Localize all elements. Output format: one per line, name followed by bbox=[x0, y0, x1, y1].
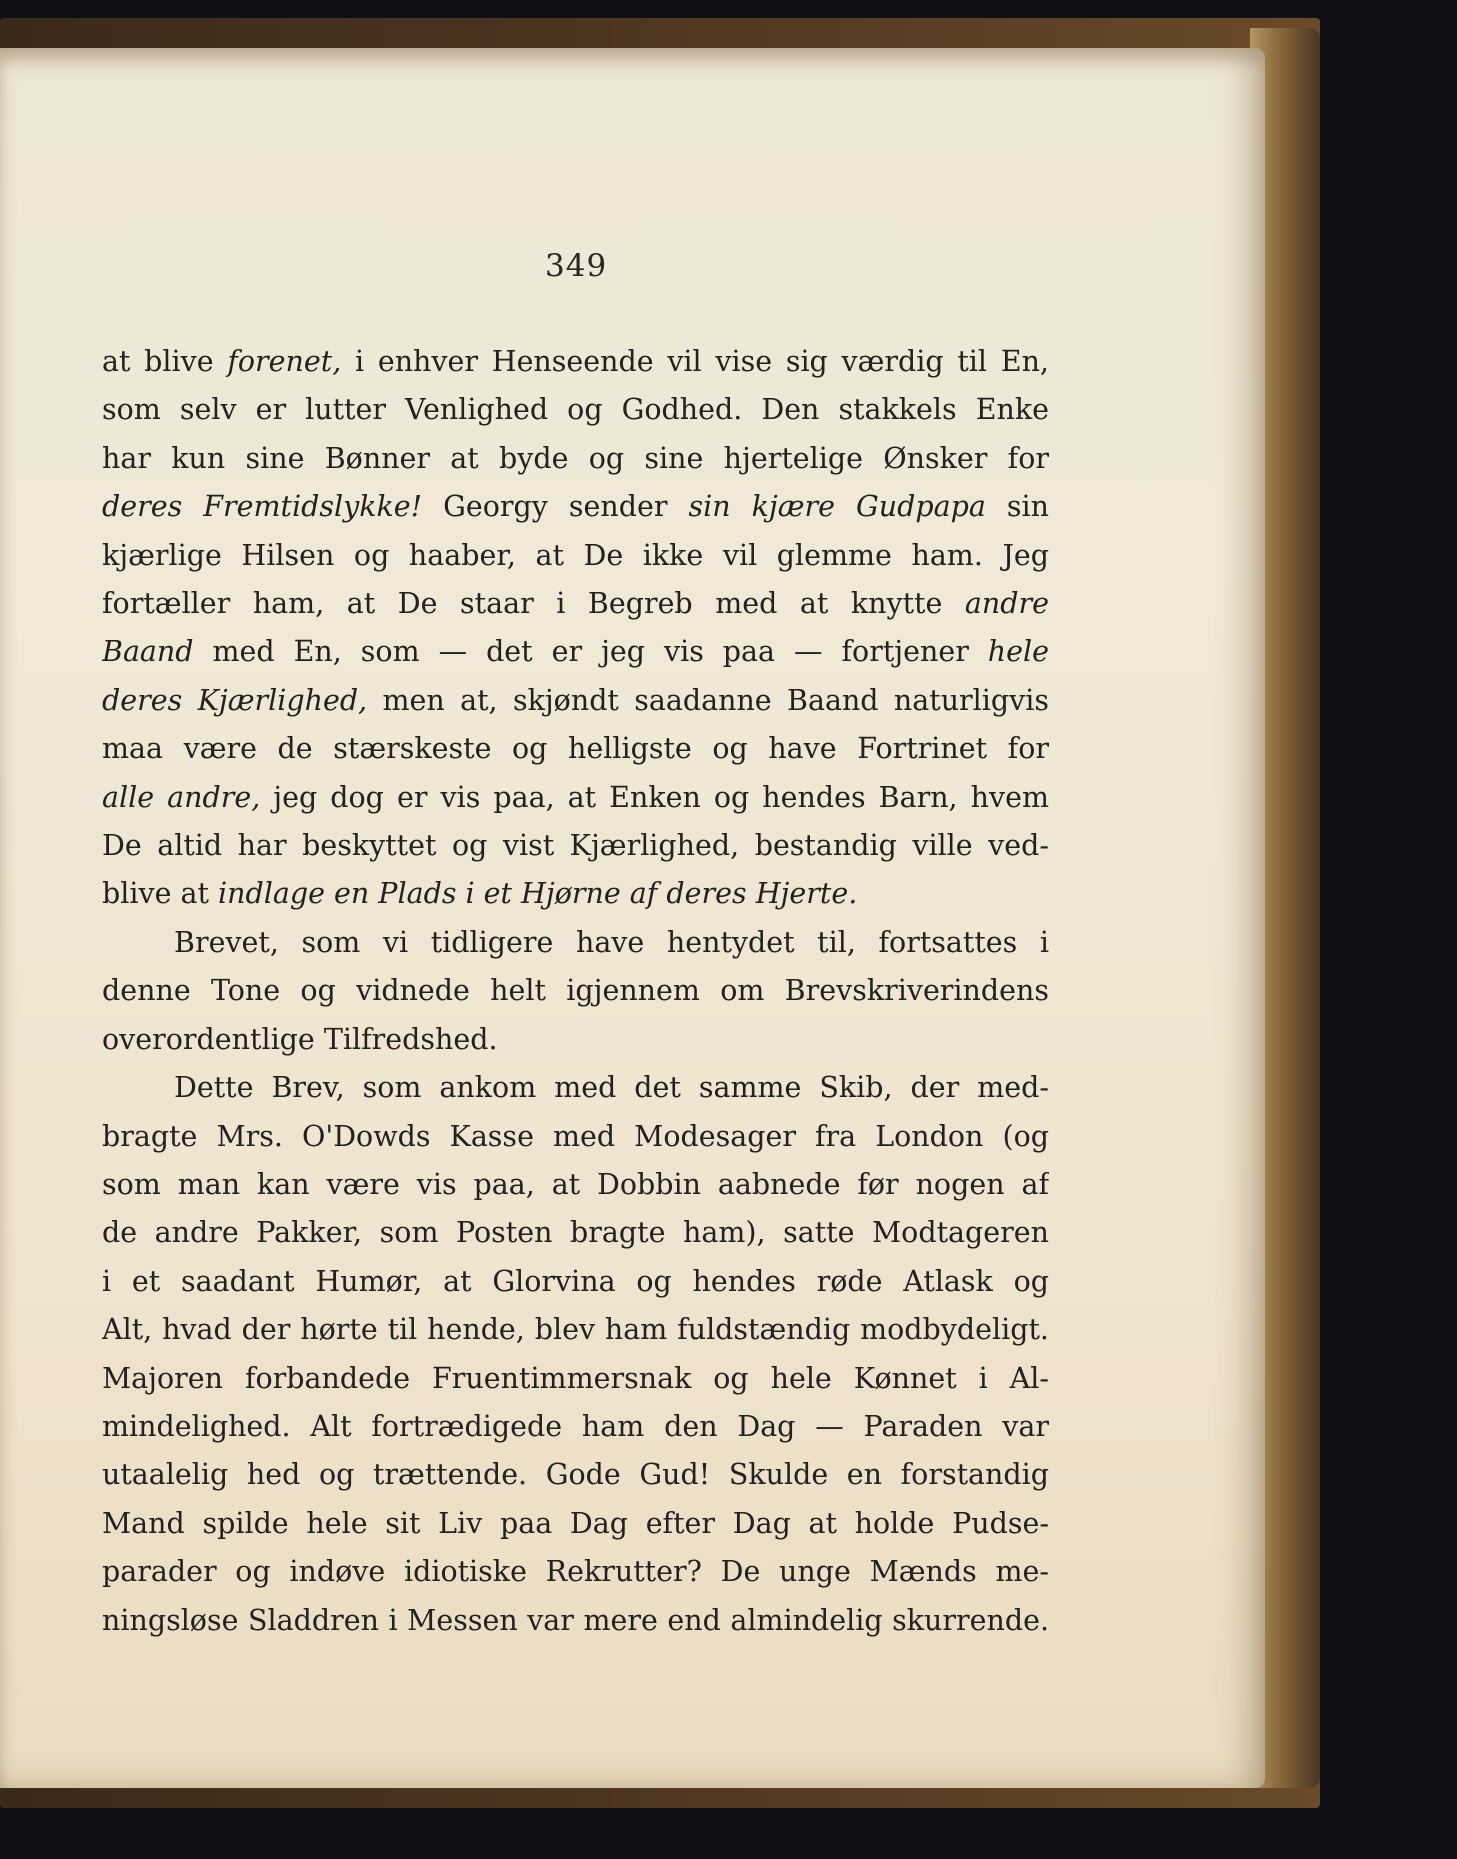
text-line bbox=[102, 628, 1049, 676]
italic-text-segment: deres Fremtidslykke! bbox=[102, 490, 423, 524]
text-segment: mindelighed. Alt fortrædigede ham den Dag — Paraden var bbox=[102, 1409, 1049, 1443]
text-line bbox=[102, 1355, 1049, 1403]
text-segment: blive at bbox=[102, 877, 219, 911]
text-line bbox=[102, 1451, 1049, 1499]
text-segment: kjærlige Hilsen og haaber, at De ikke vil glemme ham. Jeg bbox=[102, 538, 1049, 572]
text-segment: sin bbox=[985, 490, 1049, 524]
text-segment: i et saadant Humør, at Glorvina og hendes røde Atlask og bbox=[102, 1264, 1049, 1298]
text-line bbox=[102, 1113, 1049, 1161]
text-segment: de andre Pakker, som Posten bragte ham), satte Modtageren bbox=[102, 1216, 1049, 1250]
text-segment: Mand spilde hele sit Liv paa Dag efter Dag at holde Pudse- bbox=[102, 1506, 1049, 1540]
text-segment: jeg dog er vis paa, at Enken og hendes Barn, hvem bbox=[260, 780, 1049, 814]
italic-text-segment: andre bbox=[964, 587, 1049, 621]
text-line bbox=[102, 725, 1049, 773]
book-page bbox=[0, 48, 1265, 1788]
text-segment: utaalelig hed og trættende. Gode Gud! Skulde en forstandig bbox=[102, 1458, 1049, 1492]
body-text bbox=[102, 338, 1049, 1645]
italic-text-segment: alle andre, bbox=[102, 780, 261, 814]
text-segment: i enhver Henseende vil vise sig værdig til En, bbox=[341, 345, 1049, 378]
text-segment: denne Tone og vidnede helt igjennem om Brevskriverindens bbox=[102, 974, 1049, 1008]
text-line bbox=[102, 774, 1049, 822]
text-line bbox=[102, 580, 1049, 628]
text-segment: Dette Brev, som ankom med det samme Skib, der med- bbox=[174, 1071, 1049, 1105]
text-segment: som man kan være vis paa, at Dobbin aabnede før nogen af bbox=[102, 1167, 1049, 1201]
text-line bbox=[102, 677, 1049, 725]
text-line bbox=[102, 386, 1049, 434]
text-segment: Majoren forbandede Fruentimmersnak og hele Kønnet i Al- bbox=[102, 1361, 1049, 1395]
text-segment: maa være de stærskeste og helligste og have Fortrinet for bbox=[102, 732, 1049, 766]
text-segment: som selv er lutter Venlighed og Godhed. Den stakkels Enke bbox=[102, 393, 1049, 427]
italic-text-segment: Baand bbox=[102, 635, 194, 669]
italic-text-segment: forenet, bbox=[227, 345, 342, 378]
text-segment: parader og indøve idiotiske Rekrutter? De unge Mænds me- bbox=[102, 1555, 1049, 1589]
text-segment: Georgy sender bbox=[422, 490, 689, 524]
italic-text-segment: sin kjære Gudpapa bbox=[688, 490, 986, 524]
page-number: 349 bbox=[545, 248, 608, 284]
text-segment: fortæller ham, at De staar i Begreb med at knytte bbox=[102, 587, 965, 621]
text-segment: ningsløse Sladdren i Messen var mere end almindelig skurrende. bbox=[102, 1603, 1049, 1637]
text-line bbox=[102, 1209, 1049, 1257]
text-line bbox=[102, 1161, 1049, 1209]
text-segment: De altid har beskyttet og vist Kjærlighed, bestandig ville ved- bbox=[102, 829, 1049, 863]
italic-text-segment: indlage en Plads i et Hjørne af deres Hjerte. bbox=[218, 877, 858, 911]
text-line bbox=[102, 1403, 1049, 1451]
italic-text-segment: hele bbox=[987, 635, 1049, 669]
text-line bbox=[102, 483, 1049, 531]
text-line bbox=[102, 532, 1049, 580]
text-segment: overordentlige Tilfredshed. bbox=[102, 1022, 498, 1056]
text-segment: at blive bbox=[102, 345, 228, 378]
text-line bbox=[102, 338, 1049, 386]
text-segment: har kun sine Bønner at byde og sine hjertelige Ønsker for bbox=[102, 441, 1049, 475]
text-line bbox=[102, 1016, 1049, 1064]
text-line bbox=[102, 1306, 1049, 1354]
text-line bbox=[102, 822, 1049, 870]
text-line bbox=[102, 870, 1049, 918]
text-segment: Brevet, som vi tidligere have hentydet til, fortsattes i bbox=[174, 925, 1049, 959]
text-line bbox=[102, 919, 1049, 967]
italic-text-segment: deres Kjærlighed, bbox=[102, 683, 368, 717]
text-segment: Alt, hvad der hørte til hende, blev ham fuldstændig modbydeligt. bbox=[102, 1313, 1049, 1347]
text-segment: men at, skjøndt saadanne Baand naturligvis bbox=[367, 683, 1049, 717]
text-segment: bragte Mrs. O'Dowds Kasse med Modesager fra London (og bbox=[102, 1119, 1049, 1153]
text-line bbox=[102, 967, 1049, 1015]
text-line bbox=[102, 1597, 1049, 1645]
text-line bbox=[102, 1064, 1049, 1112]
text-line bbox=[102, 1500, 1049, 1548]
text-line bbox=[102, 1258, 1049, 1306]
text-segment: med En, som — det er jeg vis paa — fortjener bbox=[193, 635, 988, 669]
text-line bbox=[102, 1548, 1049, 1596]
text-line bbox=[102, 435, 1049, 483]
